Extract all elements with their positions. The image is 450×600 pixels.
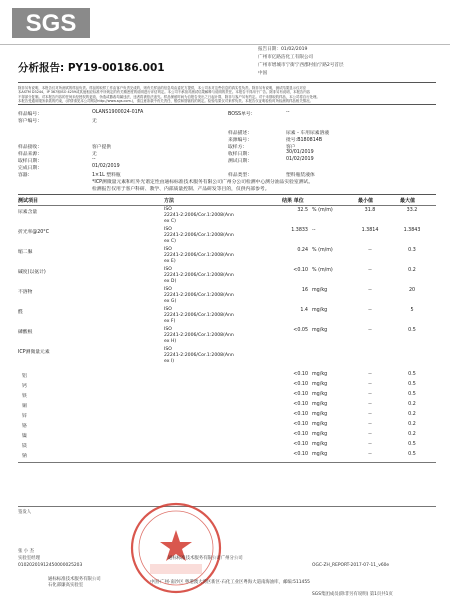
row-max: 20 bbox=[408, 288, 416, 293]
row-min: -- bbox=[368, 328, 372, 333]
boss-value: -- bbox=[286, 110, 290, 115]
row-max: 0.3 bbox=[408, 248, 416, 253]
row-min: -- bbox=[368, 392, 372, 397]
row-method: ISO 22241-2:2006/Cor.1:2008(Ann ex G) bbox=[164, 287, 234, 305]
row-item: 尿素含量 bbox=[18, 210, 38, 215]
row-unit: mg/kg bbox=[312, 382, 328, 387]
col-header-max: 最大值 bbox=[400, 198, 416, 204]
row-item: 铁 bbox=[22, 394, 27, 399]
header-divider bbox=[0, 44, 450, 45]
page-title: 分析报告: PY19-00186.001 bbox=[18, 62, 165, 74]
row-item: 缩二脲 bbox=[18, 250, 33, 255]
row-result: 1.4 bbox=[300, 308, 308, 313]
type-value: 塑料瓶装液体 bbox=[286, 173, 315, 178]
row-min: -- bbox=[368, 288, 372, 293]
row-max: 0.2 bbox=[408, 412, 416, 417]
table-top-rule bbox=[18, 194, 436, 195]
row-result: <0.10 bbox=[293, 432, 308, 437]
row-max: 0.2 bbox=[408, 422, 416, 427]
row-max: 0.2 bbox=[408, 432, 416, 437]
row-min: 1.3814 bbox=[361, 228, 379, 233]
row-max: 0.5 bbox=[408, 452, 416, 457]
col-header-result: 结果 单位 bbox=[282, 198, 304, 204]
signer-name: 张 小 杰 bbox=[18, 549, 34, 554]
receive-value: 客户提供 bbox=[92, 145, 112, 150]
row-min: -- bbox=[368, 402, 372, 407]
row-unit: mg/kg bbox=[312, 442, 328, 447]
desc-value: 尿素 - 车用尿素溶液 bbox=[286, 131, 330, 136]
row-min: -- bbox=[368, 308, 372, 313]
row-method: ISO 22241-2:2006/Cor.1:2008(Ann ex I) bbox=[164, 347, 234, 365]
divider bbox=[18, 506, 436, 507]
disclaimer: 除非另有说明，本报告仅对所测试的样品负责。样品的取样工作由客户负责完成的，则有关样品的信息均由委托方提供，本公司未对这些信息的真实性负责。除非另有说明，测试结果显示仅对应 本ASTM D3244、IP 367和ISO 4259或其他相应标准中所规定的有关精密度的说明进行评估判定。本公司不承担对测试结果解释与说明的责任。本报告不得用于广告。除非另有说明，本报告内容 不得部分复制。对本报告内容的任何未经授权的更改、伪造或篡改均属违法，违者将被依法追究。样品保留时间为自报告发出之日起计算，除非与客户另有约定。对于未领取的样品，本公司将自行处理。 本报告受通用服务条款的约束，(详情请见本公司网站http://www.sgs.com.)，请注意条款中有关责任、赔偿和管辖权的规定。检验结果仅对来样负责。本报告仅证明检验时所检测的样品相关情况。 bbox=[18, 86, 320, 104]
row-min: -- bbox=[368, 382, 372, 387]
row-min: -- bbox=[368, 268, 372, 273]
left-logo-line1: 通标标准技术服务有限公司 bbox=[48, 577, 101, 582]
container-value: 1×1L 塑料瓶 bbox=[92, 173, 121, 178]
customer-no: 无 bbox=[92, 119, 97, 124]
divider bbox=[18, 104, 436, 105]
row-result: <0.10 bbox=[293, 412, 308, 417]
receive-label: 样品接收： bbox=[18, 145, 42, 150]
table-header-rule bbox=[18, 205, 436, 206]
row-result: <0.10 bbox=[293, 452, 308, 457]
row-method: ISO 22241-2:2006/Cor.1:2008(Ann ex C) bbox=[164, 207, 234, 225]
row-min: -- bbox=[368, 432, 372, 437]
row-unit: mg/kg bbox=[312, 402, 328, 407]
row-min: -- bbox=[368, 452, 372, 457]
row-item: 铝 bbox=[22, 374, 27, 379]
company-branch: 通标标准技术服务有限公司广州分公司 bbox=[168, 556, 243, 561]
taker-value: 客户 bbox=[286, 145, 296, 150]
left-logo-line2: 石化部廉高实验室 bbox=[48, 583, 84, 588]
row-max: 1.3843 bbox=[403, 228, 421, 233]
row-result: <0.10 bbox=[293, 422, 308, 427]
row-max: 33.2 bbox=[406, 208, 418, 213]
row-item: 醛 bbox=[18, 310, 23, 315]
row-item: 钙 bbox=[22, 384, 27, 389]
note-icp: *ICP测微量元素和红外光谱定性由通标标准技术服务有限公司广州分公司检测中心测分油品实验室测试。 bbox=[92, 180, 314, 185]
test-date-value: 01/02/2019 bbox=[286, 157, 314, 162]
sampling-date-label: 取样日期： bbox=[18, 159, 42, 164]
row-item: 铬 bbox=[22, 424, 27, 429]
row-result: 0.24 bbox=[297, 248, 308, 253]
container-label: 容器： bbox=[18, 173, 33, 178]
row-item: 不溶物 bbox=[18, 290, 33, 295]
customer-no-label: 客户编号： bbox=[18, 119, 42, 124]
note-usage: 检测报告仅用于客户科研、教学、内部质量控制、产品研发等目的，仅供内部参考。 bbox=[92, 187, 270, 192]
row-result: <0.10 bbox=[293, 402, 308, 407]
divider bbox=[18, 82, 436, 83]
row-unit: mg/kg bbox=[312, 308, 328, 313]
col-header-min: 最小值 bbox=[358, 198, 374, 204]
sampling-date-value: -- bbox=[92, 157, 96, 162]
boss-label: BOSS单号： bbox=[228, 112, 256, 117]
row-result: 16 bbox=[301, 288, 308, 293]
row-result: 32.5 bbox=[297, 208, 308, 213]
row-result: 1.3833 bbox=[291, 228, 308, 233]
type-label: 样品类型： bbox=[228, 173, 252, 178]
row-unit: mg/kg bbox=[312, 288, 328, 293]
row-result: <0.10 bbox=[293, 372, 308, 377]
row-item: 碱度(以氨计) bbox=[18, 270, 46, 275]
row-result: <0.10 bbox=[293, 382, 308, 387]
row-unit: mg/kg bbox=[312, 392, 328, 397]
page-info: SGS集团成员(除非另有说明) 第1页共1页 bbox=[312, 592, 393, 597]
row-item: 镁 bbox=[22, 444, 27, 449]
sample-source-value: 无 bbox=[92, 152, 97, 157]
row-item: ICP测微量元素 bbox=[18, 350, 50, 355]
received-date-label: 收样日期： bbox=[228, 152, 252, 157]
table-bottom-rule bbox=[18, 462, 436, 463]
company-name: 广州市亿路洁化工有限公司 bbox=[258, 55, 314, 60]
row-item: 折光率@20°C bbox=[18, 230, 50, 235]
row-max: 0.5 bbox=[408, 442, 416, 447]
row-item: 磷酸根 bbox=[18, 330, 33, 335]
row-unit: % (m/m) bbox=[312, 208, 333, 213]
complete-date-label: 完成日期： bbox=[18, 166, 42, 171]
sample-no-label: 样品编号： bbox=[18, 112, 42, 117]
row-min: -- bbox=[368, 442, 372, 447]
svg-text:SGS: SGS bbox=[25, 10, 77, 37]
row-unit: mg/kg bbox=[312, 452, 328, 457]
sgs-logo bbox=[12, 8, 90, 38]
row-item: 锌 bbox=[22, 414, 27, 419]
received-date-value: 30/01/2019 bbox=[286, 150, 314, 155]
row-method: ISO 22241-2:2006/Cor.1:2008(Ann ex E) bbox=[164, 247, 234, 265]
address-line: 中国·广州·南沙区 粤港澳大湾区新区·石化工业区粤海大道南海油库，邮编:511455 bbox=[150, 580, 310, 585]
row-min: -- bbox=[368, 248, 372, 253]
col-header-item: 测试项目 bbox=[18, 198, 39, 204]
row-unit: mg/kg bbox=[312, 328, 328, 333]
sample-source-label: 样品来源： bbox=[18, 152, 42, 157]
company-address: 广州市增城市宁街宁西郡村仙宁路2号首层 bbox=[258, 63, 344, 68]
row-unit: mg/kg bbox=[312, 412, 328, 417]
signer-label: 签发人 bbox=[18, 510, 32, 515]
code-number: 01020201912450000025203 bbox=[18, 563, 83, 568]
row-min: -- bbox=[368, 372, 372, 377]
row-result: <0.10 bbox=[293, 268, 308, 273]
row-unit: mg/kg bbox=[312, 432, 328, 437]
signer-title: 实验室经理 bbox=[18, 556, 40, 561]
row-max: 5 bbox=[410, 308, 414, 313]
row-min: -- bbox=[368, 422, 372, 427]
row-unit: % (m/m) bbox=[312, 248, 333, 253]
report-ref: OGC-ZH_REPORT-2017-07-11_v60e bbox=[312, 563, 390, 568]
sample-no: OLANS1900024-01FA bbox=[92, 110, 144, 115]
row-item: 铜 bbox=[22, 404, 27, 409]
row-unit: mg/kg bbox=[312, 422, 328, 427]
row-item: 钠 bbox=[22, 454, 27, 459]
source-value: 批号:B180814B bbox=[286, 138, 323, 143]
row-max: 0.5 bbox=[408, 372, 416, 377]
test-date-label: 测试日期： bbox=[228, 159, 252, 164]
row-max: 0.2 bbox=[408, 402, 416, 407]
row-method: ISO 22241-2:2006/Cor.1:2008(Ann ex H) bbox=[164, 327, 234, 345]
row-min: 31.8 bbox=[364, 208, 376, 213]
row-unit: -- bbox=[312, 228, 316, 233]
row-method: ISO 22241-2:2006/Cor.1:2008(Ann ex F) bbox=[164, 307, 234, 325]
col-header-method: 方法 bbox=[164, 198, 175, 204]
row-method: ISO 22241-2:2006/Cor.1:2008(Ann ex D) bbox=[164, 267, 234, 285]
row-result: <0.05 bbox=[293, 328, 308, 333]
row-max: 0.5 bbox=[408, 382, 416, 387]
source-label: 来源编号： bbox=[228, 138, 252, 143]
row-unit: mg/kg bbox=[312, 372, 328, 377]
company-country: 中国 bbox=[258, 71, 268, 76]
row-min: -- bbox=[368, 412, 372, 417]
row-item: 镍 bbox=[22, 434, 27, 439]
row-unit: % (m/m) bbox=[312, 268, 333, 273]
row-result: <0.10 bbox=[293, 392, 308, 397]
row-max: 0.5 bbox=[408, 392, 416, 397]
row-method: ISO 22241-2:2006/Cor.1:2008(Ann ex C) bbox=[164, 227, 234, 245]
complete-date-value: 01/02/2019 bbox=[92, 164, 120, 169]
taker-label: 取样方： bbox=[228, 145, 248, 150]
report-date: 报告日期：01/02/2019 bbox=[258, 47, 308, 52]
desc-label: 样品描述： bbox=[228, 131, 252, 136]
row-max: 0.2 bbox=[408, 268, 416, 273]
row-result: <0.10 bbox=[293, 442, 308, 447]
row-max: 0.5 bbox=[408, 328, 416, 333]
